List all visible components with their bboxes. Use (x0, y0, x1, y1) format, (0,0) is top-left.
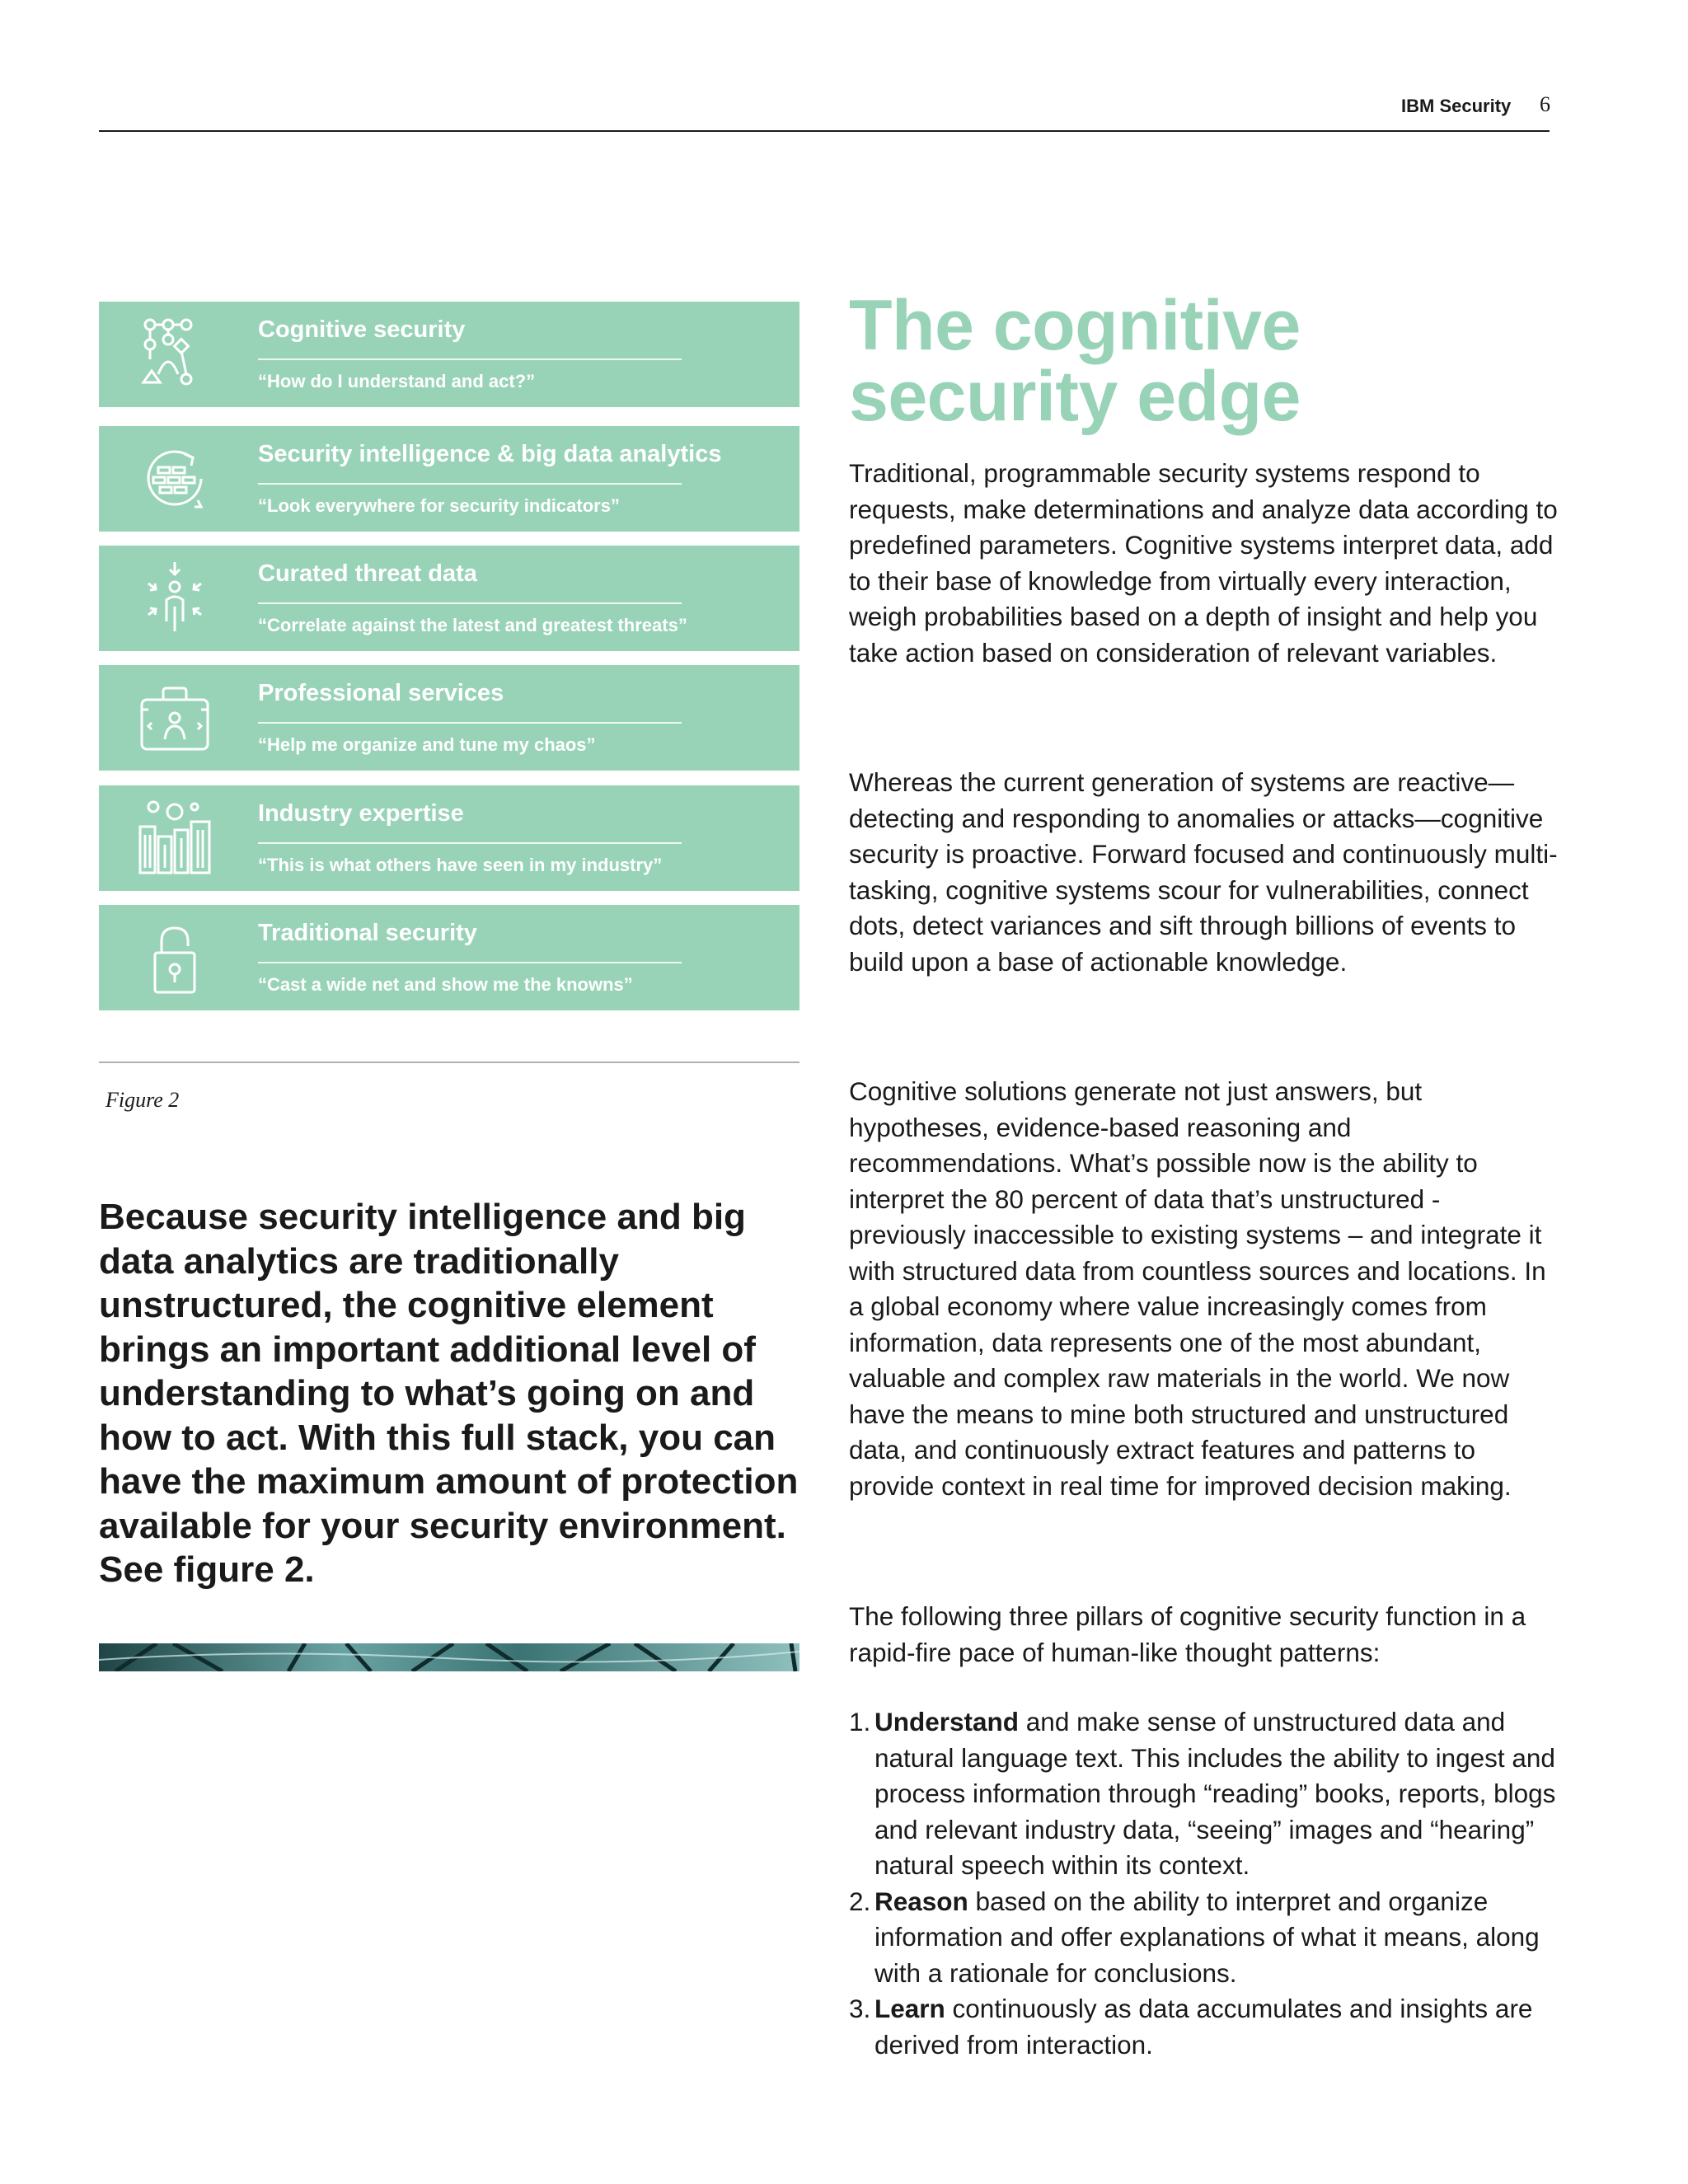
list-item (849, 1884, 1558, 1992)
page-number: 6 (1540, 92, 1550, 116)
figure-rule (99, 1062, 799, 1063)
data-cycle-icon (134, 438, 216, 520)
pillar-text: and make sense of unstructured data and natural language text. This includes the ability to ingest and process information through “reading” books, reports, blogs and relevant industry data, “seeing” images and “hearing” natural speech within its context. (874, 1707, 1556, 1880)
header-brand: IBM Security (1401, 96, 1512, 116)
card-cognitive-security (99, 302, 799, 407)
card-quote: “Correlate against the latest and greatest threats” (258, 615, 687, 635)
card-title: Traditional security (258, 920, 477, 946)
body-paragraph (849, 1074, 1558, 1504)
list-item (849, 1704, 1558, 1884)
card-divider (258, 842, 682, 844)
card-quote: “This is what others have seen in my industry” (258, 855, 663, 875)
pillar-term: Reason (874, 1886, 968, 1916)
card-title: Security intelligence & big data analytics (258, 441, 722, 467)
card-divider (258, 602, 682, 604)
pillar-term: Understand (874, 1707, 1020, 1736)
card-curated-threat-data (99, 546, 799, 651)
card-divider (258, 962, 682, 963)
person-arrows-icon (134, 557, 216, 640)
headline-line: security edge (849, 357, 1301, 436)
card-professional-services (99, 665, 799, 771)
network-people-icon (134, 313, 216, 396)
list-item (849, 1991, 1558, 2063)
card-quote: “How do I understand and act?” (258, 371, 536, 391)
card-quote: “Help me organize and tune my chaos” (258, 734, 596, 755)
headline-line: The cognitive (849, 286, 1301, 365)
list-number: 1. (849, 1707, 871, 1736)
card-quote: “Look everywhere for security indicators” (258, 495, 620, 516)
body-paragraph (849, 765, 1558, 980)
card-divider (258, 483, 682, 485)
card-security-intelligence (99, 426, 799, 532)
card-title: Curated threat data (258, 560, 477, 587)
paragraph-text: Whereas the current generation of systems are reactive—detecting and responding to anomalies or attacks—cognitive security is proactive. Forward focused and continuously multi-tasking, cognitive systems scour for vulnerabilities, connect dots, detect variances and sift through billions of events to build upon a base of actionable knowledge. (849, 767, 1558, 977)
body-paragraph (849, 456, 1558, 671)
paragraph-text: The following three pillars of cognitive security function in a rapid-fire pace of human-like thought patterns: (849, 1601, 1526, 1667)
body-paragraph (849, 1599, 1558, 1671)
briefcase-person-icon (134, 677, 216, 759)
header-rule (99, 130, 1550, 132)
list-number: 2. (849, 1886, 871, 1916)
pillar-term: Learn (874, 1994, 945, 2023)
page-title (849, 286, 1558, 436)
card-quote: “Cast a wide net and show me the knowns” (258, 974, 633, 995)
figure-caption: Figure 2 (106, 1088, 180, 1112)
card-title: Cognitive security (258, 316, 466, 343)
card-traditional-security (99, 905, 799, 1010)
card-title: Industry expertise (258, 800, 464, 827)
card-industry-expertise (99, 785, 799, 891)
city-gears-icon (134, 797, 216, 879)
list-number: 3. (849, 1994, 871, 2023)
paragraph-text: Cognitive solutions generate not just answers, but hypotheses, evidence-based reasoning and recommendations. What’s possible now is the ability to interpret the 80 percent of data that’s unstructured - previously inaccessible to existing systems – and integrate it with structured data from countless sources and locations. In a global economy where value increasingly comes from information, data represents one of the most abundant, valuable and complex raw materials in the world. We now have the means to mine both structured and unstructured data, and continuously extract features and patterns to provide context in real time for improved decision making. (849, 1076, 1546, 1501)
paragraph-text: Traditional, programmable security systems respond to requests, make determinations and analyze data according to predefined parameters. Cognitive systems interpret data, add to their base of knowledge from virtually every interaction, weigh probabilities based on a depth of insight and help you take action based on consideration of relevant variables. (849, 458, 1558, 668)
pull-quote: Because security intelligence and big data analytics are traditionally unstructured, the cognitive element brings an important additional level of understanding to what’s going on and how to act. With this full stack, you can have the maximum amount of protection available for your security environment. See figure 2. (99, 1197, 799, 1590)
card-divider (258, 359, 682, 360)
pillars-list (849, 1704, 1558, 2063)
pillar-text: based on the ability to interpret and organize information and offer explanations of what it means, along with a rationale for conclusions. (874, 1886, 1540, 1988)
pillar-text: continuously as data accumulates and insights are derived from interaction. (874, 1994, 1533, 2060)
card-divider (258, 722, 682, 724)
architecture-photo (99, 1643, 799, 1671)
card-title: Professional services (258, 680, 504, 706)
padlock-icon (134, 916, 216, 999)
